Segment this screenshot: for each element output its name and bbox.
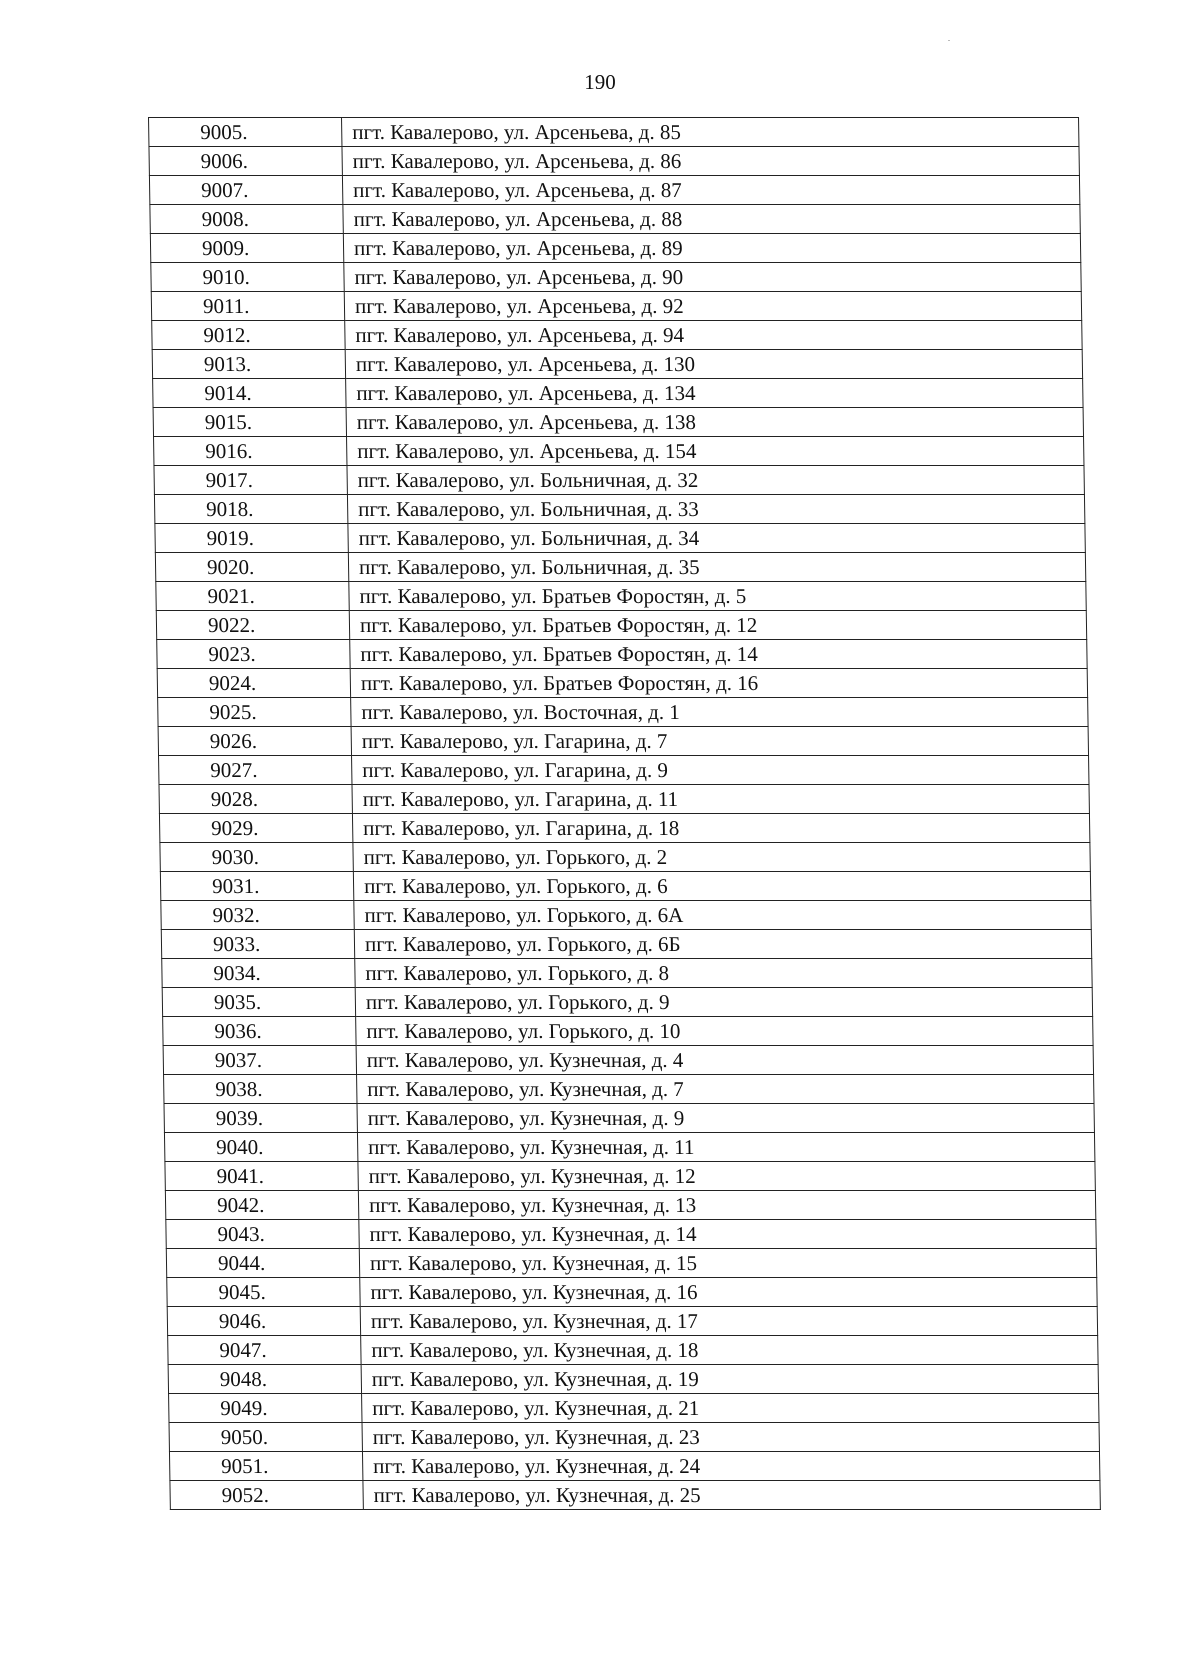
- table-row: [159, 756, 1089, 785]
- row-number: 9030.: [160, 843, 353, 872]
- table-row: [150, 234, 1080, 263]
- row-number: 9046.: [167, 1307, 360, 1336]
- table-row: [160, 843, 1090, 872]
- table-row: [154, 466, 1084, 495]
- row-address: пгт. Кавалерово, ул. Горького, д. 10: [356, 1017, 1093, 1046]
- row-number: 9018.: [154, 495, 347, 524]
- row-number: 9017.: [154, 466, 347, 495]
- row-number: 9009.: [150, 234, 343, 263]
- row-address: пгт. Кавалерово, ул. Кузнечная, д. 7: [357, 1075, 1094, 1104]
- row-number: 9031.: [160, 872, 353, 901]
- row-address: пгт. Кавалерово, ул. Восточная, д. 1: [351, 698, 1088, 727]
- row-number: 9013.: [152, 350, 345, 379]
- table-row: [151, 292, 1081, 321]
- table-row: [149, 147, 1079, 176]
- table-row: [168, 1336, 1098, 1365]
- table-row: [152, 350, 1082, 379]
- table-row: [153, 408, 1083, 437]
- row-address: пгт. Кавалерово, ул. Больничная, д. 33: [347, 495, 1084, 524]
- table-row: [157, 669, 1087, 698]
- row-number: 9033.: [161, 930, 354, 959]
- row-address: пгт. Кавалерово, ул. Гагарина, д. 11: [352, 785, 1089, 814]
- table-row: [167, 1307, 1097, 1336]
- row-address: пгт. Кавалерово, ул. Арсеньева, д. 92: [344, 292, 1081, 321]
- row-number: 9052.: [170, 1481, 363, 1510]
- row-address: пгт. Кавалерово, ул. Кузнечная, д. 23: [362, 1423, 1099, 1452]
- row-number: 9007.: [149, 176, 342, 205]
- row-address: пгт. Кавалерово, ул. Арсеньева, д. 87: [342, 176, 1079, 205]
- table-row: [156, 611, 1086, 640]
- table-row: [149, 176, 1079, 205]
- row-number: 9036.: [163, 1017, 356, 1046]
- table-row: [158, 698, 1088, 727]
- row-number: 9005.: [149, 118, 342, 147]
- row-number: 9029.: [159, 814, 352, 843]
- table-row: [152, 321, 1082, 350]
- row-number: 9025.: [158, 698, 351, 727]
- row-address: пгт. Кавалерово, ул. Братьев Форостян, д. 12: [349, 611, 1086, 640]
- table-row: [155, 524, 1085, 553]
- row-address: пгт. Кавалерово, ул. Братьев Форостян, д. 16: [350, 669, 1087, 698]
- row-address: пгт. Кавалерово, ул. Кузнечная, д. 24: [362, 1452, 1099, 1481]
- row-address: пгт. Кавалерово, ул. Кузнечная, д. 11: [357, 1133, 1094, 1162]
- row-number: 9034.: [162, 959, 355, 988]
- row-number: 9006.: [149, 147, 342, 176]
- table-row: [159, 785, 1089, 814]
- table-row: [158, 727, 1088, 756]
- row-number: 9049.: [169, 1394, 362, 1423]
- row-address: пгт. Кавалерово, ул. Гагарина, д. 18: [352, 814, 1089, 843]
- table-row: [163, 1017, 1093, 1046]
- scan-speck: [948, 40, 950, 41]
- row-address: пгт. Кавалерово, ул. Арсеньева, д. 90: [344, 263, 1081, 292]
- row-address: пгт. Кавалерово, ул. Кузнечная, д. 16: [360, 1278, 1097, 1307]
- row-number: 9048.: [168, 1365, 361, 1394]
- table-row: [149, 118, 1079, 147]
- address-table: [148, 117, 1101, 1510]
- row-address: пгт. Кавалерово, ул. Кузнечная, д. 17: [360, 1307, 1097, 1336]
- row-address: пгт. Кавалерово, ул. Больничная, д. 32: [347, 466, 1084, 495]
- table-row: [162, 988, 1092, 1017]
- table-row: [165, 1162, 1095, 1191]
- row-number: 9032.: [161, 901, 354, 930]
- row-address: пгт. Кавалерово, ул. Арсеньева, д. 154: [347, 437, 1084, 466]
- table-row: [165, 1191, 1095, 1220]
- table-row: [167, 1278, 1097, 1307]
- table-row: [151, 263, 1081, 292]
- table-row: [169, 1452, 1099, 1481]
- page-number: 190: [584, 70, 616, 94]
- table-row: [157, 640, 1087, 669]
- row-number: 9012.: [152, 321, 345, 350]
- table-row: [168, 1365, 1098, 1394]
- row-number: 9038.: [164, 1075, 357, 1104]
- table-row: [160, 872, 1090, 901]
- table-row: [164, 1104, 1094, 1133]
- row-address: пгт. Кавалерово, ул. Кузнечная, д. 25: [363, 1481, 1100, 1510]
- row-address: пгт. Кавалерово, ул. Арсеньева, д. 94: [345, 321, 1082, 350]
- row-address: пгт. Кавалерово, ул. Гагарина, д. 7: [351, 727, 1088, 756]
- row-address: пгт. Кавалерово, ул. Арсеньева, д. 86: [342, 147, 1079, 176]
- row-number: 9014.: [153, 379, 346, 408]
- table-row: [156, 582, 1086, 611]
- row-address: пгт. Кавалерово, ул. Горького, д. 6Б: [354, 930, 1091, 959]
- row-number: 9015.: [153, 408, 346, 437]
- table-row: [154, 495, 1084, 524]
- row-address: пгт. Кавалерово, ул. Арсеньева, д. 89: [343, 234, 1080, 263]
- table-row: [155, 553, 1085, 582]
- row-number: 9041.: [165, 1162, 358, 1191]
- row-address: пгт. Кавалерово, ул. Гагарина, д. 9: [352, 756, 1089, 785]
- row-address: пгт. Кавалерово, ул. Арсеньева, д. 88: [343, 205, 1080, 234]
- row-address: пгт. Кавалерово, ул. Кузнечная, д. 13: [358, 1191, 1095, 1220]
- row-number: 9039.: [164, 1104, 357, 1133]
- row-address: пгт. Кавалерово, ул. Кузнечная, д. 12: [358, 1162, 1095, 1191]
- row-address: пгт. Кавалерово, ул. Арсеньева, д. 138: [346, 408, 1083, 437]
- row-address: пгт. Кавалерово, ул. Кузнечная, д. 19: [361, 1365, 1098, 1394]
- row-number: 9043.: [166, 1220, 359, 1249]
- table-row: [154, 437, 1084, 466]
- row-address: пгт. Кавалерово, ул. Арсеньева, д. 134: [346, 379, 1083, 408]
- row-number: 9010.: [151, 263, 344, 292]
- row-number: 9045.: [167, 1278, 360, 1307]
- table-row: [163, 1046, 1093, 1075]
- table-row: [164, 1075, 1094, 1104]
- row-number: 9028.: [159, 785, 352, 814]
- row-address: пгт. Кавалерово, ул. Больничная, д. 35: [348, 553, 1085, 582]
- table-row: [161, 930, 1091, 959]
- row-address: пгт. Кавалерово, ул. Горького, д. 6А: [354, 901, 1091, 930]
- table-row: [166, 1220, 1096, 1249]
- row-number: 9022.: [156, 611, 349, 640]
- address-table-body: [149, 118, 1101, 1510]
- row-address: пгт. Кавалерово, ул. Горького, д. 8: [355, 959, 1092, 988]
- row-number: 9011.: [151, 292, 344, 321]
- row-number: 9027.: [159, 756, 352, 785]
- row-number: 9037.: [163, 1046, 356, 1075]
- row-address: пгт. Кавалерово, ул. Кузнечная, д. 18: [361, 1336, 1098, 1365]
- row-number: 9044.: [166, 1249, 359, 1278]
- row-number: 9024.: [157, 669, 350, 698]
- row-number: 9042.: [165, 1191, 358, 1220]
- row-address: пгт. Кавалерово, ул. Горького, д. 6: [353, 872, 1090, 901]
- row-number: 9008.: [150, 205, 343, 234]
- row-number: 9051.: [169, 1452, 362, 1481]
- table-row: [162, 959, 1092, 988]
- row-address: пгт. Кавалерово, ул. Арсеньева, д. 85: [342, 118, 1079, 147]
- row-number: 9047.: [168, 1336, 361, 1365]
- row-address: пгт. Кавалерово, ул. Кузнечная, д. 15: [359, 1249, 1096, 1278]
- row-address: пгт. Кавалерово, ул. Кузнечная, д. 9: [357, 1104, 1094, 1133]
- row-address: пгт. Кавалерово, ул. Братьев Форостян, д. 14: [350, 640, 1087, 669]
- table-row: [169, 1394, 1099, 1423]
- table-row: [170, 1481, 1100, 1510]
- row-number: 9023.: [157, 640, 350, 669]
- row-number: 9016.: [154, 437, 347, 466]
- row-address: пгт. Кавалерово, ул. Арсеньева, д. 130: [345, 350, 1082, 379]
- row-number: 9021.: [156, 582, 349, 611]
- row-number: 9050.: [169, 1423, 362, 1452]
- row-address: пгт. Кавалерово, ул. Кузнечная, д. 14: [359, 1220, 1096, 1249]
- table-row: [150, 205, 1080, 234]
- row-number: 9019.: [155, 524, 348, 553]
- row-number: 9035.: [162, 988, 355, 1017]
- row-address: пгт. Кавалерово, ул. Кузнечная, д. 21: [362, 1394, 1099, 1423]
- table-row: [169, 1423, 1099, 1452]
- row-number: 9040.: [164, 1133, 357, 1162]
- row-address: пгт. Кавалерово, ул. Братьев Форостян, д. 5: [349, 582, 1086, 611]
- table-row: [161, 901, 1091, 930]
- row-address: пгт. Кавалерово, ул. Горького, д. 9: [355, 988, 1092, 1017]
- row-number: 9026.: [158, 727, 351, 756]
- table-row: [159, 814, 1089, 843]
- row-address: пгт. Кавалерово, ул. Кузнечная, д. 4: [356, 1046, 1093, 1075]
- table-row: [166, 1249, 1096, 1278]
- row-address: пгт. Кавалерово, ул. Больничная, д. 34: [348, 524, 1085, 553]
- table-row: [164, 1133, 1094, 1162]
- row-number: 9020.: [155, 553, 348, 582]
- table-row: [153, 379, 1083, 408]
- row-address: пгт. Кавалерово, ул. Горького, д. 2: [353, 843, 1090, 872]
